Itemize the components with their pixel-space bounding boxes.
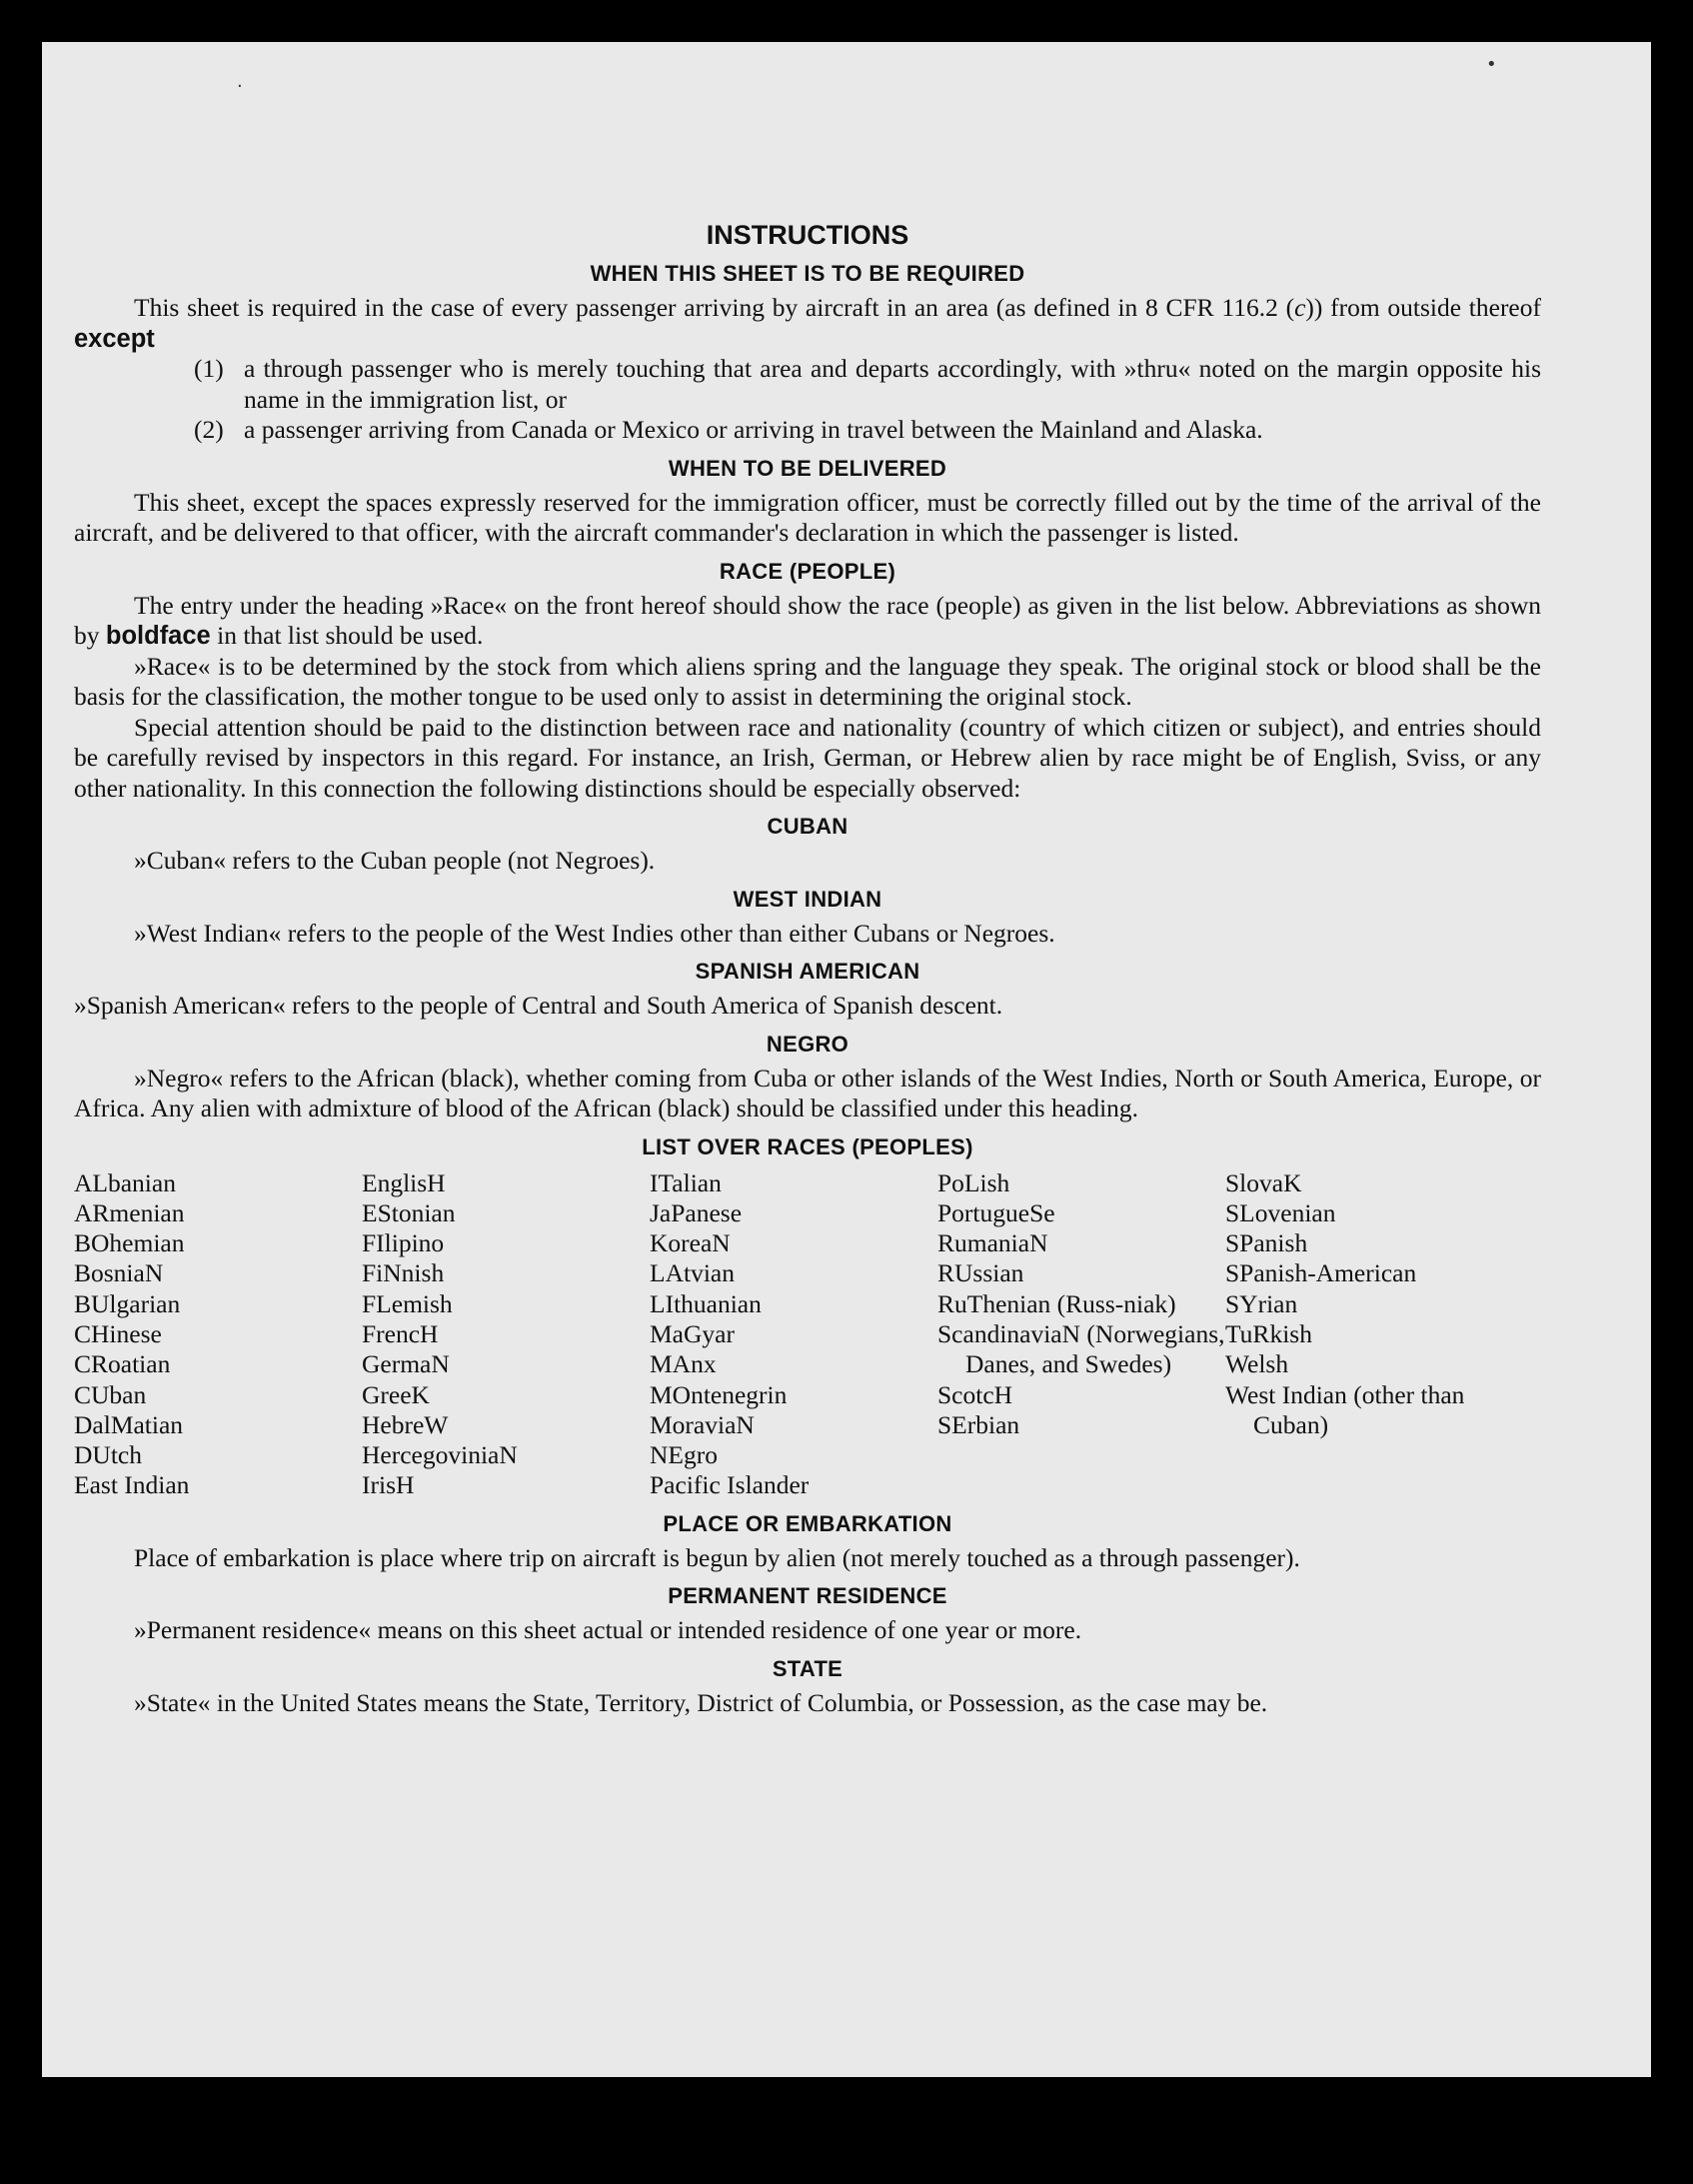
scan-speck: · bbox=[237, 76, 243, 97]
embarkation-text: Place of embarkation is place where trip on aircraft is begun by alien (not merely touched as a through passenger). bbox=[134, 1542, 1300, 1572]
race-paragraph: Special attention should be paid to the distinction between race and nationality (country of which citizen or subject), and entries should be carefully revised by inspectors in this regard. For instance, an Irish, German, or Hebrew alien by race might be of English, Sviss, or any other nationality. In this connection the following distinctions should be especially observed: bbox=[74, 712, 1541, 803]
race-entry: ARmenian bbox=[74, 1197, 185, 1227]
race-entry: IrisH bbox=[362, 1470, 415, 1500]
race-entry: ScandinaviaN (Norwegians, Danes, and Swedes) bbox=[937, 1318, 1225, 1379]
race-column bbox=[650, 1168, 937, 1501]
race-entry: SErbian bbox=[937, 1409, 1020, 1439]
race-entry: East Indian bbox=[74, 1470, 190, 1500]
race-entry: Welsh bbox=[1225, 1349, 1289, 1379]
race-entry: KoreaN bbox=[650, 1228, 731, 1258]
race-entry: RuThenian (Russ-niak) bbox=[937, 1288, 1176, 1318]
heading-when-required: WHEN THIS SHEET IS TO BE REQUIRED bbox=[590, 261, 1025, 286]
west-indian-text: »West Indian« refers to the people of the West Indies other than either Cubans or Negroes. bbox=[134, 918, 1055, 948]
race-entry: GreeK bbox=[362, 1379, 430, 1409]
race-entry: West Indian (other than Cuban) bbox=[1225, 1379, 1465, 1439]
race-entry: BUlgarian bbox=[74, 1288, 181, 1318]
race-entry: PoLish bbox=[937, 1167, 1010, 1197]
race-entry: RUssian bbox=[937, 1258, 1024, 1288]
race-entry: SYrian bbox=[1225, 1288, 1298, 1318]
race-entry: FIlipino bbox=[362, 1228, 445, 1258]
page-title: INSTRUCTIONS bbox=[706, 220, 909, 250]
document-page bbox=[42, 42, 1651, 2077]
race-entry: RumaniaN bbox=[937, 1228, 1048, 1258]
race-entry: Pacific Islander bbox=[650, 1470, 810, 1500]
race-entry: EStonian bbox=[362, 1197, 456, 1227]
race-entry: SlovaK bbox=[1225, 1167, 1302, 1197]
race-entry: FrencH bbox=[362, 1318, 439, 1348]
race-list bbox=[74, 1168, 1541, 1501]
heading-embarkation: PLACE OR EMBARKATION bbox=[663, 1510, 952, 1536]
race-entry: MaGyar bbox=[650, 1318, 735, 1348]
race-entry: CUban bbox=[74, 1379, 147, 1409]
race-paragraph: »Race« is to be determined by the stock from which aliens spring and the language they speak. The original stock or blood shall be the basis for the classification, the mother tongue to be used only to assist in determining the original stock. bbox=[74, 651, 1541, 711]
race-entry: CRoatian bbox=[74, 1349, 171, 1379]
race-entry: ITalian bbox=[650, 1167, 722, 1197]
race-entry: SLovenian bbox=[1225, 1197, 1336, 1227]
race-entry: ALbanian bbox=[74, 1167, 176, 1197]
negro-text: »Negro« refers to the African (black), whether coming from Cuba or other islands of the West Indies, North or South America, Europe, or Africa. Any alien with admixture of blood of the African (black) should be classified under this heading. bbox=[74, 1063, 1541, 1122]
document-body bbox=[74, 172, 1541, 1718]
delivered-text: This sheet, except the spaces expressly reserved for the immigration officer, must be correctly filled out by the time of the arrival of the aircraft, and be delivered to that officer, with the aircraft commander's declaration in which the passenger is listed. bbox=[74, 487, 1541, 547]
race-entry: FiNnish bbox=[362, 1258, 445, 1288]
heading-race: RACE (PEOPLE) bbox=[719, 558, 896, 584]
exception-item: (2) a passenger arriving from Canada or Mexico or arriving in travel between the Mainland and Alaska. bbox=[194, 415, 1263, 444]
race-entry: GermaN bbox=[362, 1349, 450, 1379]
race-column bbox=[362, 1168, 650, 1501]
race-entry: EnglisH bbox=[362, 1167, 446, 1197]
race-entry: DUtch bbox=[74, 1440, 142, 1470]
state-text: »State« in the United States means the State, Territory, District of Columbia, or Possession, as the case may be. bbox=[134, 1687, 1268, 1717]
race-column bbox=[74, 1168, 362, 1501]
race-entry: TuRkish bbox=[1225, 1318, 1312, 1348]
residence-text: »Permanent residence« means on this sheet actual or intended residence of one year or more. bbox=[134, 1615, 1082, 1645]
cuban-text: »Cuban« refers to the Cuban people (not Negroes). bbox=[134, 846, 656, 875]
race-entry: PortugueSe bbox=[937, 1197, 1055, 1227]
scan-speck: • bbox=[1486, 54, 1497, 75]
exception-item: (1) a through passenger who is merely touching that area and departs accordingly, with »thru« noted on the margin opposite his name in the immigration list, or bbox=[194, 354, 1541, 414]
heading-race-list: LIST OVER RACES (PEOPLES) bbox=[642, 1133, 973, 1159]
heading-state: STATE bbox=[772, 1655, 844, 1681]
race-entry: ScotcH bbox=[937, 1379, 1013, 1409]
race-entry: LIthuanian bbox=[650, 1288, 762, 1318]
heading-west-indian: WEST INDIAN bbox=[733, 886, 882, 912]
race-entry: NEgro bbox=[650, 1440, 718, 1470]
race-entry: SPanish-American bbox=[1225, 1258, 1417, 1288]
race-entry: SPanish bbox=[1225, 1228, 1308, 1258]
race-column bbox=[937, 1168, 1225, 1501]
race-entry: BOhemian bbox=[74, 1228, 185, 1258]
heading-spanish-american: SPANISH AMERICAN bbox=[695, 959, 920, 984]
race-entry: JaPanese bbox=[650, 1197, 743, 1227]
race-entry: HercegoviniaN bbox=[362, 1440, 518, 1470]
race-entry: MoraviaN bbox=[650, 1409, 755, 1439]
heading-cuban: CUBAN bbox=[767, 814, 848, 839]
race-entry: CHinese bbox=[74, 1318, 162, 1348]
race-entry: DalMatian bbox=[74, 1409, 184, 1439]
spanish-american-text: »Spanish American« refers to the people of Central and South America of Spanish descent. bbox=[74, 991, 1003, 1020]
heading-negro: NEGRO bbox=[766, 1031, 849, 1057]
race-entry: HebreW bbox=[362, 1409, 449, 1439]
race-entry: MOntenegrin bbox=[650, 1379, 788, 1409]
required-intro: This sheet is required in the case of every passenger arriving by aircraft in an area (as defined in 8 CFR 116.2 (c)) from outside thereof except bbox=[74, 293, 1541, 353]
heading-when-delivered: WHEN TO BE DELIVERED bbox=[668, 455, 947, 481]
race-column bbox=[1225, 1168, 1513, 1501]
race-entry: FLemish bbox=[362, 1288, 453, 1318]
race-entry: MAnx bbox=[650, 1349, 717, 1379]
heading-residence: PERMANENT RESIDENCE bbox=[668, 1583, 947, 1609]
race-entry: LAtvian bbox=[650, 1258, 735, 1288]
race-entry: BosniaN bbox=[74, 1258, 164, 1288]
race-paragraph: The entry under the heading »Race« on the front hereof should show the race (people) as given in the list below. Abbreviations as shown by boldface in that list should be used. bbox=[74, 590, 1541, 650]
